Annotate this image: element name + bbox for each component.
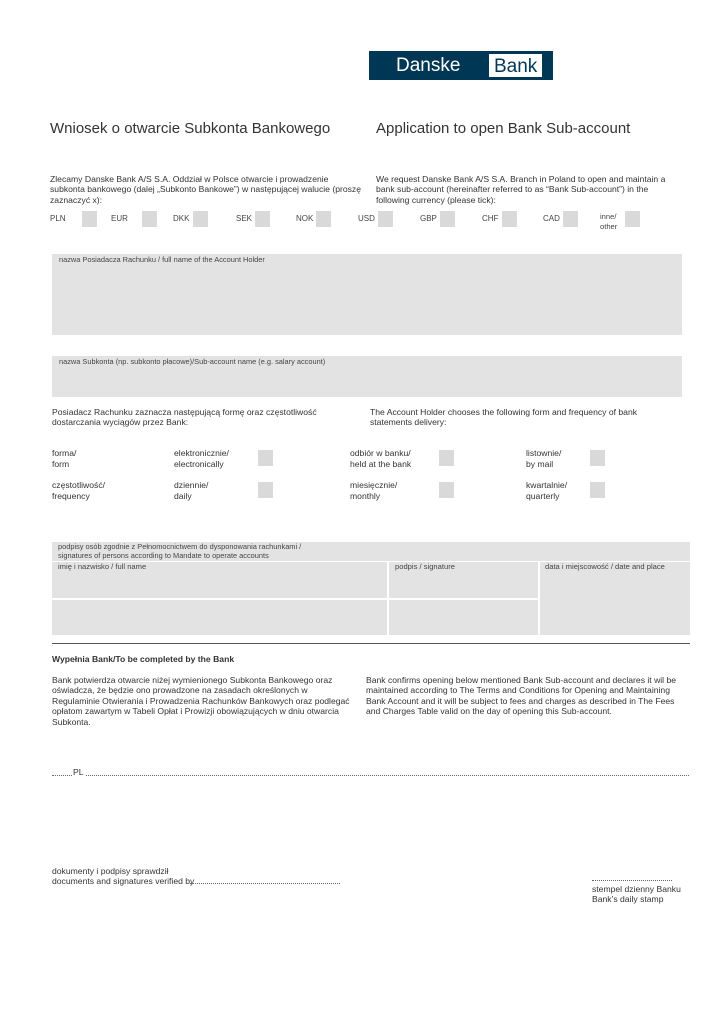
frequency-option-daily [174,480,208,501]
currency-other-en: other [600,221,618,231]
form-option-mail-en: by mail [526,458,554,469]
currency-label-nok: NOK [296,214,314,223]
bank-confirmation-pl: Bank potwierdza otwarcie niżej wymienionego Subkonta Bankowego oraz oświadcza, że będzie ono prowadzone na zasadach określonych w Regulaminie Otwierania i Prowadzenia Rachunków Bankowych oraz podlegać opłatom zawartym w Tabeli Opłat i Prowizji obowiązujących w dniu otwarcia Subkonta. [52,675,350,727]
account-number-dots-left [52,775,72,776]
frequency-option-daily-pl: dziennie/ [174,480,209,490]
form-option-mail [526,448,561,469]
currency-other-pl: inne/ [600,212,617,221]
title-en: Application to open Bank Sub-account [376,120,631,137]
currency-checkbox-other[interactable] [625,211,640,227]
currency-checkbox-dkk[interactable] [193,211,208,227]
signatures-header-text [58,543,301,560]
frequency-option-quarterly [526,480,567,501]
form-option-mail-pl: listownie/ [526,448,562,458]
statements-intro-en: The Account Holder chooses the following form and frequency of bank statements delivery: [370,407,638,428]
danske-bank-logo [369,51,553,80]
currency-label-other [600,212,617,231]
currency-label-gbp: GBP [420,214,437,223]
currency-checkbox-sek[interactable] [255,211,270,227]
account-number-prefix: PL [73,767,84,777]
checkbox-quarterly[interactable] [590,482,605,498]
account-holder-name-field[interactable] [52,254,682,335]
intro-pl: Zlecamy Danske Bank A/S S.A. Oddział w Polsce otwarcie i prowadzenie subkonta bankowego (dalej „Subkonto Bankowe”) w następującej walucie (proszę zaznaczyć x): [50,174,361,205]
checkbox-electronic[interactable] [258,450,273,466]
date-place-field[interactable] [540,562,690,635]
frequency-option-quarterly-pl: kwartalnie/ [526,480,568,490]
signatures-header-pl: podpisy osób zgodnie z Pełnomocnictwem do dysponowania rachunkami / [58,542,302,551]
verified-by-field[interactable] [190,883,340,884]
form-label-pl: forma/ [52,448,77,458]
stamp-field[interactable] [592,880,672,881]
currency-label-cad: CAD [543,214,560,223]
frequency-option-daily-en: daily [174,490,192,501]
checkbox-daily[interactable] [258,482,273,498]
signature-column-label: podpis / signature [395,562,455,571]
statements-intro-pl: Posiadacz Rachunku zaznacza następującą formę oraz częstotliwość dostarczania wyciągów przez Bank: [52,407,317,428]
verified-by-label-pl: dokumenty i podpisy sprawdził [52,866,169,876]
account-holder-name-label: nazwa Posiadacza Rachunku / full name of the Account Holder [59,255,265,264]
currency-label-eur: EUR [111,214,128,223]
form-option-bank-en: held at the bank [350,458,412,469]
currency-label-usd: USD [358,214,375,223]
currency-checkbox-chf[interactable] [502,211,517,227]
section-divider [52,643,690,644]
stamp-label-en: Bank’s daily stamp [592,894,664,904]
account-number-field[interactable] [86,775,689,776]
subaccount-name-label: nazwa Subkonta (np. subkonto płacowe)/Sub-account name (e.g. salary account) [59,357,326,366]
verified-by-label-en: documents and signatures verified by [52,876,195,886]
currency-checkbox-usd[interactable] [378,211,393,227]
bank-confirmation-en: Bank confirms opening below mentioned Bank Sub-account and declares it wil be maintained according to The Terms and Conditions for Opening and Maintaining Bank Account and it will be subject to fees and charges as described in The Fees and Charges Table valid on the day of opening this Sub-account. [366,675,677,717]
currency-checkbox-eur[interactable] [142,211,157,227]
intro-en: We request Danske Bank A/S S.A. Branch in Poland to open and maintain a bank sub-account (hereinafter referred to as “Bank Sub-account”) in the following currency (please tick): [376,174,666,205]
signatures-header-en: signatures of persons according to Mandate to operate accounts [58,550,269,560]
signature-name-field-1[interactable] [52,562,387,598]
frequency-option-monthly-en: monthly [350,490,381,501]
currency-checkbox-gbp[interactable] [440,211,455,227]
bank-section-heading: Wypełnia Bank/To be completed by the Bank [52,654,235,664]
signatures-header [52,542,690,561]
checkbox-held-at-bank[interactable] [439,450,454,466]
date-column-label: data i miejscowość / date and place [545,562,665,571]
frequency-option-quarterly-en: quarterly [526,490,560,501]
stamp-label-pl: stempel dzienny Banku [592,884,681,894]
form-label-en: form [52,458,70,469]
logo-word-danske: Danske [396,55,461,76]
currency-checkbox-nok[interactable] [316,211,331,227]
form-option-electronic-en: electronically [174,458,224,469]
frequency-label [52,480,105,501]
signature-name-field-2[interactable] [52,600,387,635]
frequency-option-monthly [350,480,397,501]
frequency-option-monthly-pl: miesięcznie/ [350,480,398,490]
signature-field-2[interactable] [389,600,538,635]
form-option-bank [350,448,411,469]
checkbox-by-mail[interactable] [590,450,605,466]
currency-checkbox-cad[interactable] [563,211,578,227]
currency-checkbox-pln[interactable] [82,211,97,227]
frequency-label-pl: częstotliwość/ [52,480,106,490]
form-option-electronic-pl: elektronicznie/ [174,448,229,458]
logo-word-bank: Bank [488,53,543,78]
form-option-bank-pl: odbiór w banku/ [350,448,411,458]
currency-label-dkk: DKK [173,214,190,223]
form-label [52,448,76,469]
currency-label-pln: PLN [50,214,66,223]
title-pl: Wniosek o otwarcie Subkonta Bankowego [50,120,331,137]
frequency-label-en: frequency [52,490,90,501]
currency-label-chf: CHF [482,214,499,223]
form-option-electronic [174,448,229,469]
checkbox-monthly[interactable] [439,482,454,498]
name-column-label: imię i nazwisko / full name [58,562,147,571]
subaccount-name-field[interactable] [52,356,682,397]
signature-field-1[interactable] [389,562,538,598]
currency-label-sek: SEK [236,214,253,223]
